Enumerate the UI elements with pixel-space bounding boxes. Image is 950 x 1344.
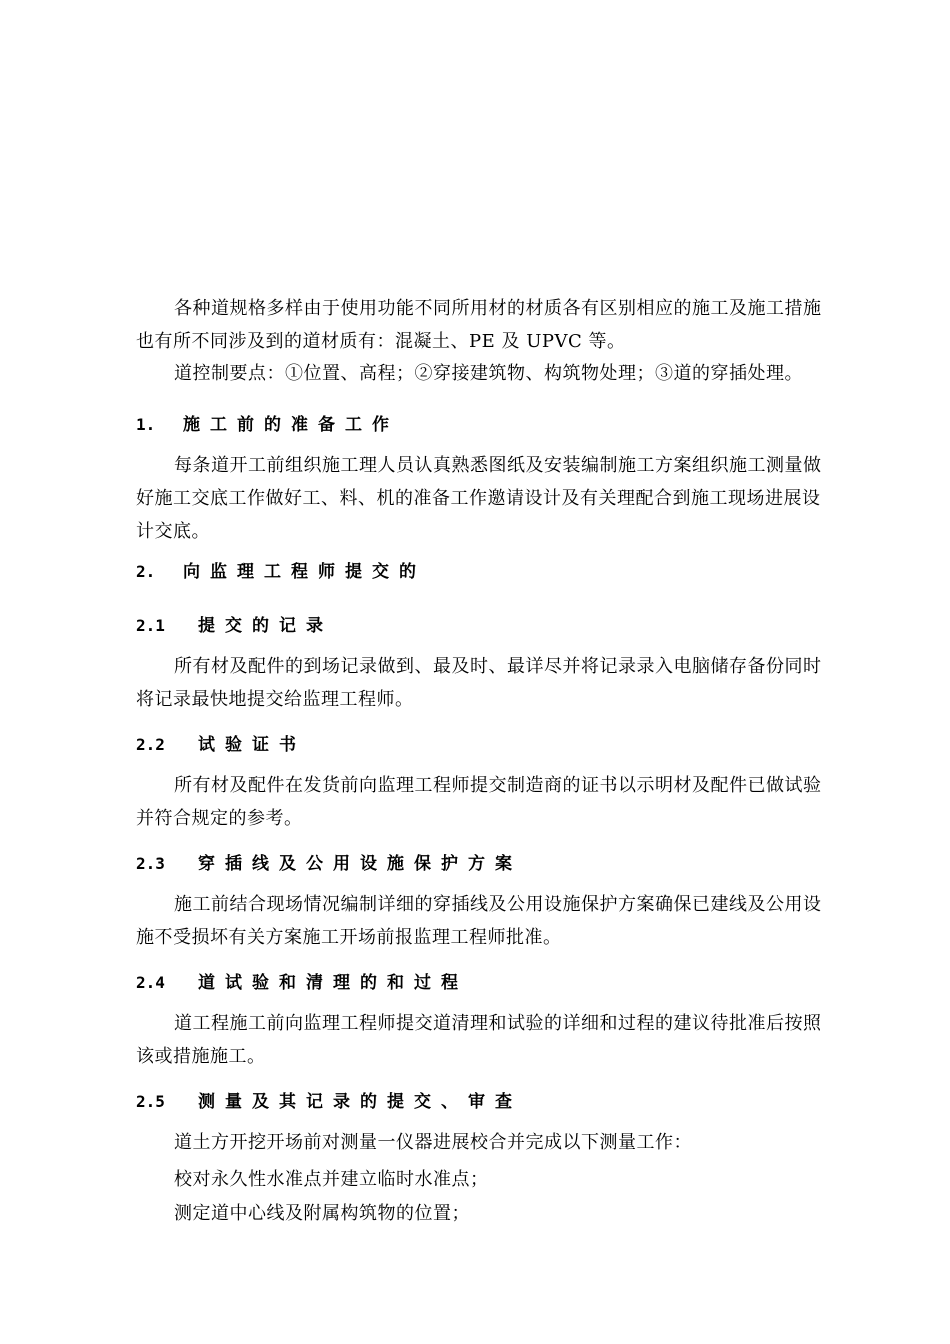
section-2-3-body: 施工前结合现场情况编制详细的穿插线及公用设施保护方案确保已建线及公用设施不受损坏有关方案施工开场前报监理工程师批准。 — [136, 894, 822, 948]
section-number: 2.3 — [136, 854, 165, 873]
list-item: 测定道中心线及附属构筑物的位置； — [174, 1203, 470, 1224]
section-title: 施工前的准备工作 — [183, 415, 399, 435]
section-title: 穿插线及公用设施保护方案 — [198, 854, 522, 874]
section-title: 试验证书 — [198, 735, 306, 755]
section-title: 道试验和清理的和过程 — [198, 973, 468, 993]
intro-paragraph-materials: 各种道规格多样由于使用功能不同所用材的材质各有区别相应的施工及施工措施也有所不同涉及到的道材质有：混凝土、PE 及 UPVC 等。 — [136, 298, 822, 352]
section-2-4-body: 道工程施工前向监理工程师提交道清理和试验的详细和过程的建议待批准后按照该或措施施工。 — [136, 1013, 822, 1067]
section-heading-2-1 — [136, 613, 333, 639]
section-title: 向监理工程师提交的 — [183, 562, 426, 582]
section-2-1-body: 所有材及配件的到场记录做到、最及时、最详尽并将记录录入电脑储存备份同时将记录最快地提交给监理工程师。 — [136, 656, 822, 710]
section-heading-2-4 — [136, 970, 468, 996]
section-heading-2-2 — [136, 732, 306, 758]
intro-paragraph-control-points: 道控制要点：①位置、高程；②穿接建筑物、构筑物处理；③道的穿插处理。 — [174, 363, 803, 384]
section-1-body: 每条道开工前组织施工理人员认真熟悉图纸及安装编制施工方案组织施工测量做好施工交底工作做好工、料、机的准备工作邀请设计及有关理配合到施工现场进展设计交底。 — [136, 455, 822, 542]
section-number: 2.2 — [136, 735, 165, 754]
section-heading-2-5 — [136, 1089, 522, 1115]
section-title: 提交的记录 — [198, 616, 333, 636]
section-2-2-body: 所有材及配件在发货前向监理工程师提交制造商的证书以示明材及配件已做试验并符合规定的参考。 — [136, 775, 822, 829]
section-heading-2-3 — [136, 851, 522, 877]
section-number: 2.5 — [136, 1092, 165, 1111]
section-heading-2 — [136, 559, 426, 585]
list-item: 校对永久性水准点并建立临时水准点； — [174, 1169, 489, 1190]
section-number: 2.1 — [136, 616, 165, 635]
section-number: 2. — [136, 562, 156, 581]
section-number: 2.4 — [136, 973, 165, 992]
section-title: 测量及其记录的提交、审查 — [198, 1092, 522, 1112]
section-2-5-body: 道土方开挖开场前对测量一仪器进展校合并完成以下测量工作： — [174, 1132, 692, 1153]
section-heading-1 — [136, 412, 399, 438]
section-number: 1. — [136, 415, 156, 434]
